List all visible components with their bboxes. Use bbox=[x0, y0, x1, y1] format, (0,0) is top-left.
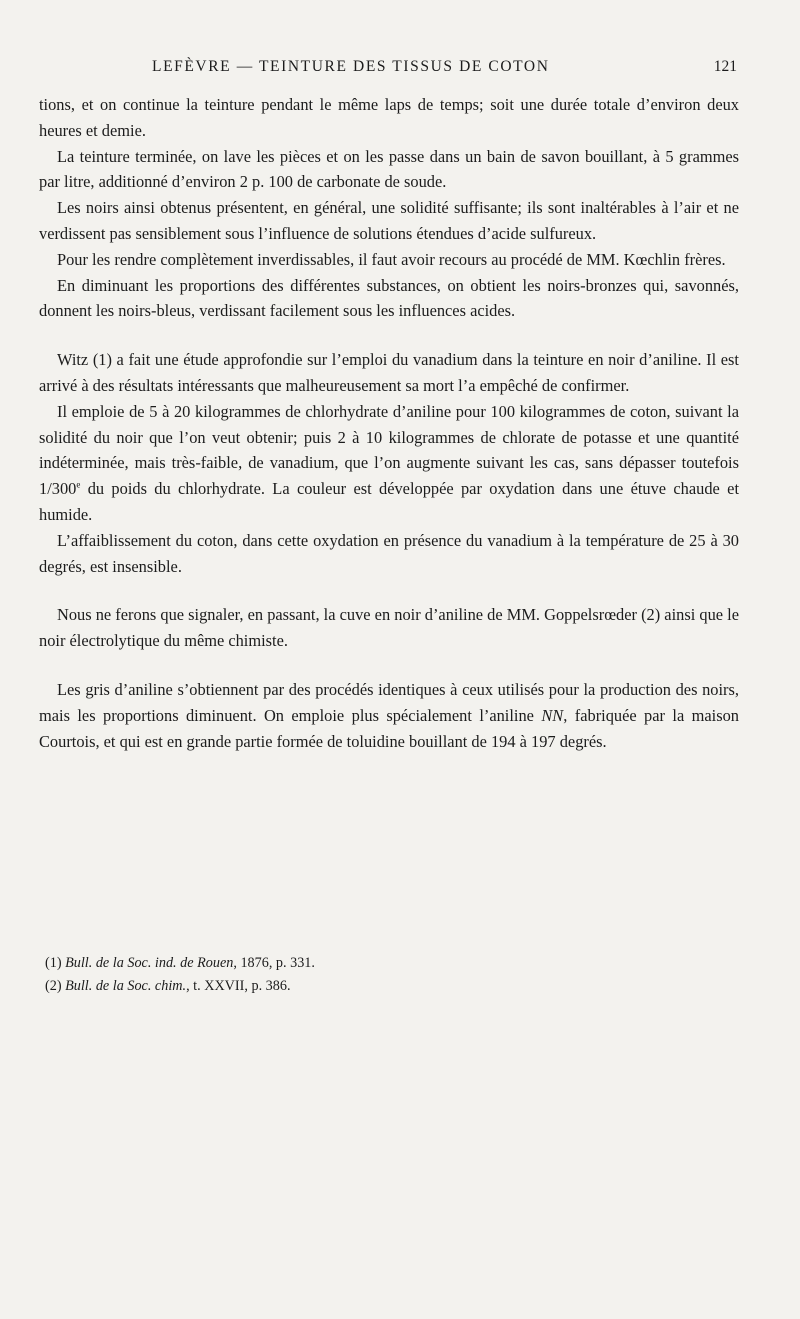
running-head bbox=[39, 58, 739, 82]
paragraph-2: La teinture terminée, on lave les pièces et on les passe dans un bain de savon bouillant, à 5 grammes par litre, additionné d’environ 2 p. 100 de carbonate de soude. bbox=[39, 146, 739, 192]
footnote-mark: (1) bbox=[45, 955, 62, 971]
paragraph-4: Pour les rendre complètement inverdissables, il faut avoir recours au procédé de MM. Kœchlin frères. bbox=[57, 249, 726, 269]
footnote-2 bbox=[39, 975, 739, 998]
section-gap bbox=[39, 324, 739, 347]
paragraph-6: Witz (1) a fait une étude approfondie sur l’emploi du vanadium dans la teinture en noir d’aniline. Il est arrivé à des résultats intéressants que malheureusement sa mort l’a empêché de confirmer. bbox=[39, 350, 739, 395]
paragraph-7 bbox=[39, 399, 739, 528]
footnote-mark: (2) bbox=[45, 978, 62, 994]
paragraph-10-text: Les gris d’aniline s’obtiennent par des procédés identiques à ceux utilisés pour la production des noirs, mais les proportions diminuent. On emploie plus spécialement l’aniline bbox=[39, 679, 739, 725]
paragraph-5: En diminuant les proportions des différentes substances, on obtient les noirs-bronzes qui, savonnés, donnent les noirs-bleus, verdissant facilement sous les influences acides. bbox=[39, 275, 739, 321]
paragraph-9: Nous ne ferons que signaler, en passant, la cuve en noir d’aniline de MM. Goppelsrœder (2) ainsi que le noir électrolytique du même chimiste. bbox=[39, 605, 739, 651]
running-title: LEFÈVRE — TEINTURE DES TISSUS DE COTON bbox=[152, 58, 550, 75]
body-text bbox=[39, 92, 739, 754]
paragraph-7-text: Il emploie de 5 à 20 kilogrammes de chlorhydrate d’aniline pour 100 kilogrammes de coton, suivant la solidité du noir que l’on veut obtenir; puis 2 à 10 kilogrammes de chlorate de potasse et une quantité indéterminée, mais très-faible, de vanadium, que l’on augmente suivant les cas, sans dépasser toutefois 1/300 bbox=[39, 401, 739, 499]
paragraph-10-rest: , fabriquée par la maison Courtois, et qui est en grande partie formée de toluidine bouillant de 194 à 197 degrés. bbox=[39, 705, 739, 751]
paragraph-10-italic: NN bbox=[541, 705, 564, 725]
paragraph-10 bbox=[39, 677, 739, 754]
book-page bbox=[39, 0, 739, 1319]
paragraph-7-superscript: e bbox=[76, 479, 81, 490]
paragraph-3: Les noirs ainsi obtenus présentent, en général, une solidité suffisante; ils sont inaltérables à l’air et ne verdissent pas sensiblement sous l’influence de solutions étendues d’acide sulfureux. bbox=[39, 198, 739, 243]
section-gap bbox=[39, 579, 739, 602]
footnote-1 bbox=[39, 952, 739, 975]
paragraph-7-rest: du poids du chlorhydrate. La couleur est développée par oxydation dans une étuve chaude et humide. bbox=[39, 479, 739, 524]
page-number: 121 bbox=[713, 58, 737, 75]
paragraph-8: L’affaiblissement du coton, dans cette oxydation en présence du vanadium à la température de 25 à 30 degrés, est insensible. bbox=[39, 530, 739, 576]
footnote-journal: Bull. de la Soc. chim. bbox=[65, 978, 187, 994]
footnotes bbox=[39, 952, 739, 998]
footnote-rest: , t. XXVII, p. 386. bbox=[186, 978, 291, 994]
paragraph-1: tions, et on continue la teinture pendant le même laps de temps; soit une durée totale d’environ deux heures et demie. bbox=[39, 95, 739, 140]
footnote-rest: , 1876, p. 331. bbox=[233, 955, 315, 971]
section-gap bbox=[39, 654, 739, 677]
footnote-journal: Bull. de la Soc. ind. de Rouen bbox=[65, 955, 234, 971]
